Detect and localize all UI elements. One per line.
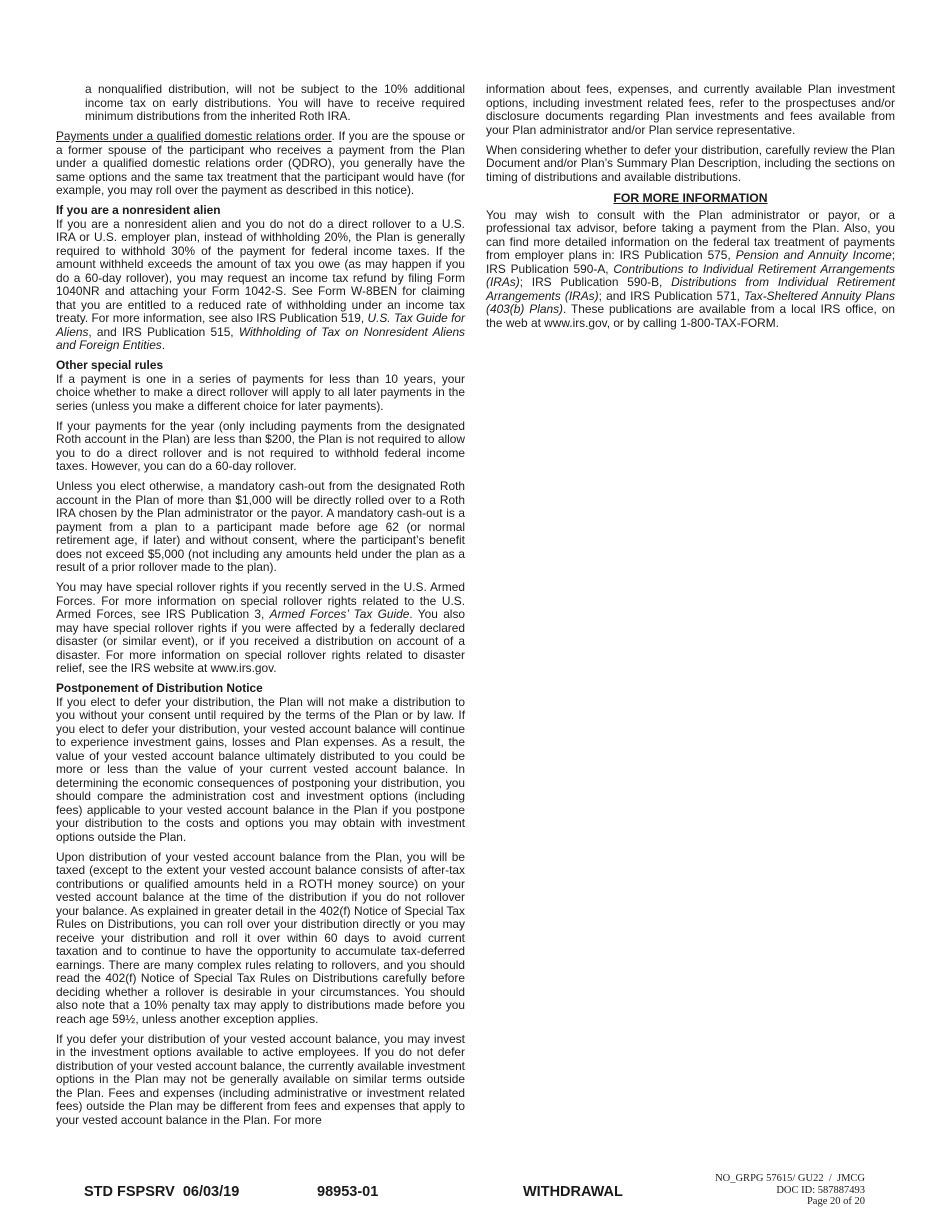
postponement-paragraph-2: Upon distribution of your vested account balance from the Plan, you will be taxed (except to the extent your vested account balance consists of after-tax contributions or qualified amounts held in a ROTH money source) on your vested account balance at the time of the distribution if you do not rollover your balance. As explained in greater detail in the 402(f) Notice of Special Tax Rules on Distributions, you can roll over your distribution directly or you may receive your distribution and roll it over within 60 days to avoid current taxation and to continue to have the opportunity to accumulate tax-deferred earnings. There are many complex rules relating to rollovers, and you should read the 402(f) Notice of Special Tax Rules on Distributions carefully before deciding whether a rollover is desirable in your circumstances. You should also note that a 10% penalty tax may apply to distributions made before you reach age 59½, unless another exception applies. — [56, 849, 465, 1026]
footer-doc-id: DOC ID: 587887493 — [776, 1184, 865, 1196]
pub-519-title: U.S. Tax Guide for Aliens — [56, 311, 465, 339]
footer-form-number: 98953-01 — [317, 1184, 379, 1200]
more-text-4: ; and IRS Publication 571, — [598, 288, 744, 303]
postponement-heading: Postponement of Distribution Notice — [56, 681, 263, 695]
qdro-body: . If you are the spouse or a former spouse of the participant who receives a payment from the Plan under a qualified domestic relations order (QDRO), you generally have the same options and the same tax treatment that the participant would have (for example, you may roll over the payment as described in this notice). — [56, 129, 465, 197]
qdro-heading: Payments under a qualified domestic relations order — [56, 129, 332, 143]
armed-forces-text-1: You may have special rollover rights if you recently served in the U.S. Armed Forces. For more information on special rollover rights related to the U.S. Armed Forces, see IRS Publication 3, — [56, 580, 465, 621]
series-payments-paragraph: If a payment is one in a series of payments for less than 10 years, your choice whether to make a direct rollover will apply to all later payments in the series (unless you make a different choice for later payments). — [56, 371, 465, 413]
pub-3-title: Armed Forces’ Tax Guide — [269, 607, 410, 621]
footer-form-code: STD FSPSRV 06/03/19 — [84, 1184, 240, 1200]
nra-text-1: If you are a nonresident alien and you do not do a direct rollover to a U.S. IRA or U.S. employer plan, instead of withholding 20%, the Plan is generally required to withhold 30% of the payment for federal income taxes. If the amount withheld exceeds the amount of tax you owe (as may happen if you do a 60-day rollover), you may request an income tax refund by filing Form 1040NR and attaching your Form 1042-S. See Form W-8BEN for claiming that you are entitled to a reduced rate of withholding under an income tax treaty. For more information, see also IRS Publication 519, — [56, 216, 465, 325]
pub-515-title: Withholding of Tax on Nonresident Aliens and Foreign Entities — [56, 324, 465, 352]
footer-group-code: NO_GRPG 57615/ GU22 / JMCG — [715, 1173, 865, 1184]
nonresident-alien-heading: If you are a nonresident alien — [56, 203, 221, 217]
roth-ira-continuation: a nonqualified distribution, will not be subject to the 10% additional income tax on early distributions. You will have to receive required minimum distributions from the inherited Roth IRA. — [85, 82, 465, 123]
nra-text-2: , and IRS Publication 515, — [88, 324, 239, 339]
footer-page-number: Page 20 of 20 — [806, 1196, 865, 1207]
postponement-paragraph-3: If you defer your distribution of your vested account balance, you may invest in the investment options available to active employees. If you do not defer distribution of your vested account balance, the currently available investment options in the Plan may not be generally available on similar terms outside the Plan. Fees and expenses (including administrative or investment related fees) outside the Plan may be different from fees and expenses that apply to your vested account balance in the Plan. For more — [56, 1031, 465, 1127]
other-special-rules-heading: Other special rules — [56, 358, 164, 372]
pub-575-title: Pension and Annuity Income — [735, 248, 892, 262]
footer-document-info — [665, 1173, 865, 1208]
left-column — [56, 83, 465, 1134]
more-text-3: ; IRS Publication 590-B, — [519, 275, 672, 289]
mandatory-cashout-paragraph: Unless you elect otherwise, a mandatory cash-out from the designated Roth account in the Plan of more than $1,000 will be directly rolled over to a Roth IRA chosen by the Plan administrator or the payor. A mandatory cash-out is a payment from a plan to a participant made before age 62 (or normal retirement age, if later) and without consent, where the participant’s benefit does not exceed $5,000 (not including any amounts held under the plan as a result of a prior rollover made to the plan). — [56, 479, 465, 574]
more-text-1: You may wish to consult with the Plan administrator or payor, or a professional tax advisor, before taking a payment from the Plan. Also, you can find more detailed information on the federal tax treatment of payments from employer plans in: IRS Publication 575, — [486, 207, 895, 262]
nra-text-3: . — [161, 338, 166, 352]
nonresident-alien-paragraph — [56, 218, 465, 353]
more-text-5: . These publications are available from a local IRS office, on the web at www.irs.gov, or by calling 1-800-TAX-FORM. — [486, 302, 896, 330]
pub-590a-title: Contributions to Individual Retirement Arrangements (IRAs) — [486, 261, 896, 289]
right-column — [486, 83, 895, 337]
qdro-paragraph — [56, 130, 465, 198]
fees-continuation-paragraph: information about fees, expenses, and currently available Plan investment options, including investment related fees, refer to the prospectuses and/or disclosure documents regarding Plan investments and fees available from your Plan administrator and/or Plan service representative. — [486, 82, 895, 137]
small-payments-paragraph: If your payments for the year (only including payments from the designated Roth account in the Plan) are less than $200, the Plan is not required to allow you to do a direct rollover and is not required to withhold federal income taxes. However, you can do a 60-day rollover. — [56, 418, 465, 473]
more-text-2: ; IRS Publication 590-A, — [486, 248, 895, 276]
more-information-heading: FOR MORE INFORMATION — [613, 190, 768, 205]
footer-form-type: WITHDRAWAL — [523, 1184, 623, 1200]
pub-571-title: Tax-Sheltered Annuity Plans (403(b) Plans) — [486, 288, 895, 316]
armed-forces-text-2: . You also may have special rollover rights if you were affected by a federally declared disaster (or similar event), or if you received a distribution on account of a disaster. For more information on special rollover rights related to disaster relief, see the IRS website at www.irs.gov. — [56, 607, 466, 675]
armed-forces-paragraph — [56, 581, 465, 676]
more-information-paragraph — [486, 209, 895, 331]
pub-590b-title: Distributions from Individual Retirement Arrangements (IRAs) — [486, 275, 895, 303]
postponement-paragraph-1: If you elect to defer your distribution, the Plan will not make a distribution to you without your consent until required by the terms of the Plan or by law. If you elect to defer your distribution, your vested account balance will continue to experience investment gains, losses and Plan expenses. As a result, the value of your vested account balance ultimately distributed to you could be more or less than the value of your current vested account balance. In determining the economic consequences of postponing your distribution, you should compare the administration cost and investment options (including fees) applicable to your vested account balance in the Plan if you postpone your distribution to the costs and options you may obtain with investment options outside the Plan. — [56, 694, 465, 844]
defer-review-paragraph: When considering whether to defer your distribution, carefully review the Plan Document and/or Plan’s Summary Plan Description, including the sections on timing of distributions and available distributions. — [486, 142, 895, 184]
